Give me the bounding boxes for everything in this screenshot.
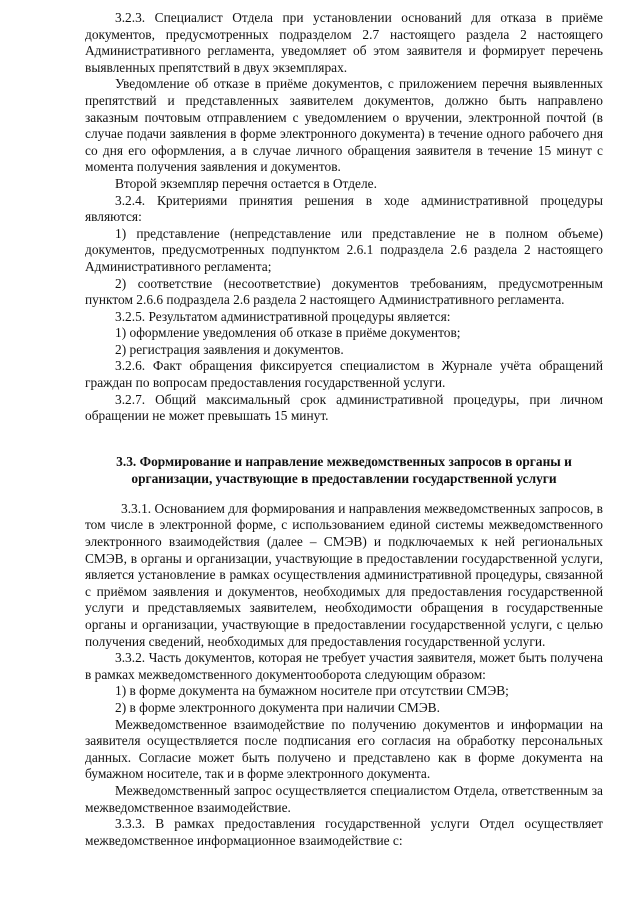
paragraph-second-copy: Второй экземпляр перечня остается в Отделе. xyxy=(115,175,377,191)
list-item-result-1: 1) оформление уведомления об отказе в приёме документов; xyxy=(115,325,461,341)
paragraph-3-2-6: 3.2.6. Факт обращения фиксируется специалистом в Журнале учёта обращений граждан по вопросам предоставления государственной услуги. xyxy=(85,358,603,391)
list-item-paper-document: 1) в форме документа на бумажном носителе при отсутствии СМЭВ; xyxy=(115,683,509,699)
paragraph-interagency-interaction: Межведомственное взаимодействие по получению документов и информации на заявителя осуществляется после подписания его согласия на обработку персональных данных. Согласие может быть получено и представлено как в форме документа на бумажном носителе, так и в форме электронного документа. xyxy=(85,716,603,782)
paragraph-3-3-1: 3.3.1. Основанием для формирования и направления межведомственных запросов, в том числе в электронной форме, с использованием единой системы межведомственного электронного взаимодействия (далее – СМЭВ) и подключаемых к ней региональных СМЭВ, в органы и организации, участвующие в предоставлении государственной услуги, является установление в рамках осуществления административной процедуры, связанной с приёмом заявления и документов, необходимых для предоставления государственной услуги и представляемых заявителем, необходимости обращения в государственные органы и организации, участвующие в предоставлении государственной услуги, с целью получения сведений, необходимых для предоставления государственной услуги. xyxy=(85,500,603,649)
paragraph-3-3-3: 3.3.3. В рамках предоставления государственной услуги Отдел осуществляет межведомственное информационное взаимодействие с: xyxy=(85,816,603,848)
paragraph-3-3-2: 3.3.2. Часть документов, которая не требует участия заявителя, может быть получена в рамках межведомственного документооборота следующим образом: xyxy=(85,650,603,682)
paragraph-3-2-3: 3.2.3. Специалист Отдела при установлении оснований для отказа в приёме документов, предусмотренных подразделом 2.7 настоящего раздела 2 настоящего Административного регламента, уведомляет об этом заявителя и формирует перечень выявленных препятствий в двух экземплярах. xyxy=(85,10,603,75)
list-item-electronic-document: 2) в форме электронного документа при наличии СМЭВ. xyxy=(115,699,440,715)
section-heading-3-3 xyxy=(85,453,603,487)
paragraph-3-2-4: 3.2.4. Критериями принятия решения в ходе административной процедуры являются: xyxy=(85,192,603,225)
list-item-result-2: 2) регистрация заявления и документов. xyxy=(115,341,344,357)
paragraph-3-2-7: 3.2.7. Общий максимальный срок административной процедуры, при личном обращении не может превышать 15 минут. xyxy=(85,391,603,424)
list-item-criteria-2: 2) соответствие (несоответствие) документов требованиям, предусмотренным пунктом 2.6.6 подраздела 2.6 раздела 2 настоящего Административного регламента. xyxy=(85,275,603,308)
paragraph-refusal-notice: Уведомление об отказе в приёме документов, с приложением перечня выявленных препятствий и представленных заявителем документов, должно быть направлено заказным почтовым отправлением с уведомлением о вручении, электронной почтой (в случае подачи заявления в форме электронного документа) в течение одного рабочего дня со дня его оформления, а в случае личного обращения заявителя в течение 15 минут с момента получения заявления и документов. xyxy=(85,76,603,175)
section-heading-line-2: организации, участвующие в предоставлении государственной услуги xyxy=(131,470,557,486)
section-heading-line-1: 3.3. Формирование и направление межведомственных запросов в органы и xyxy=(116,453,572,469)
paragraph-3-2-5: 3.2.5. Результатом административной процедуры является: xyxy=(115,308,451,324)
paragraph-interagency-request: Межведомственный запрос осуществляется специалистом Отдела, ответственным за межведомственное взаимодействие. xyxy=(85,782,603,815)
list-item-criteria-1: 1) представление (непредставление или представление не в полном объеме) документов, предусмотренных подпунктом 2.6.1 подраздела 2.6 раздела 2 настоящего Административного регламента; xyxy=(85,225,603,274)
